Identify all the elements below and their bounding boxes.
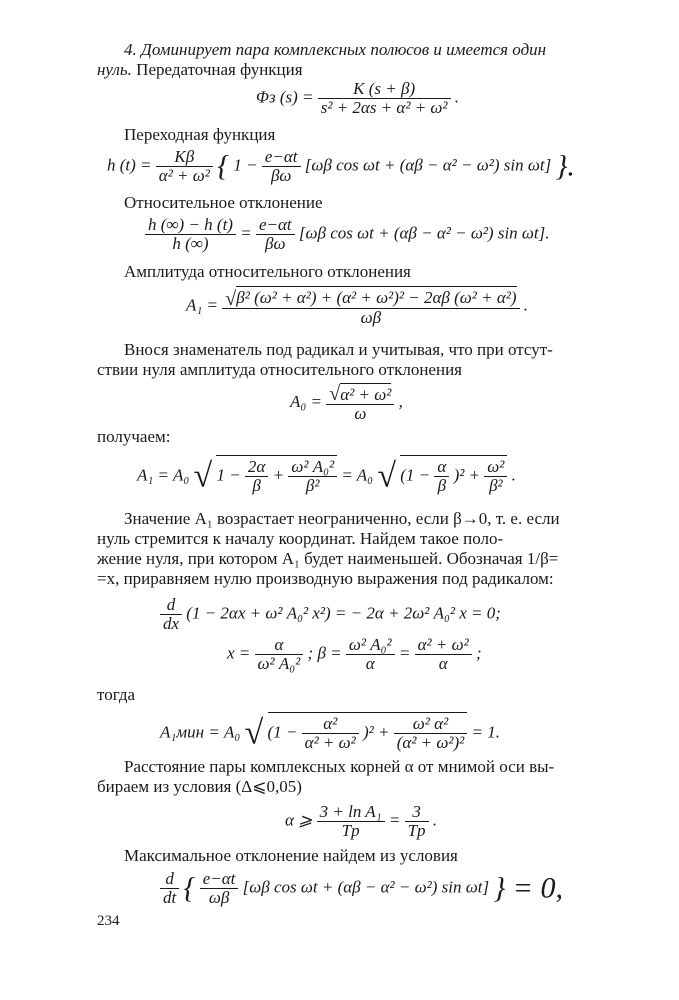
eq-x-f1 bbox=[255, 636, 304, 673]
eq-deriv-d-num: d bbox=[166, 595, 176, 614]
eq-amin-f2-den: (α² + ω²)² bbox=[394, 733, 468, 752]
eq-x-f3 bbox=[415, 636, 472, 673]
eq-a0-num: α² + ω² bbox=[340, 385, 392, 404]
eq-h-exp-num: e−αt bbox=[264, 147, 298, 166]
max-label: Максимальное отклонение найдем из условия bbox=[124, 846, 458, 865]
eq-transfer-tail: . bbox=[454, 87, 460, 107]
eq-h-brace-close: }. bbox=[555, 149, 575, 183]
eq-a1-num-row bbox=[222, 286, 519, 311]
intro-italic: нуль. bbox=[97, 60, 132, 79]
obtain-label: получаем: bbox=[97, 427, 171, 446]
eq-transfer-num: K (s + β) bbox=[353, 79, 416, 98]
eq-h-one-minus: 1 − bbox=[233, 155, 258, 175]
eq-a1b-f3-num: α bbox=[437, 457, 447, 476]
para2-line-4: =x, приравняем нулю производную выражения под радикалом: bbox=[97, 569, 554, 588]
intro-rest: Передаточная функция bbox=[131, 60, 303, 79]
eq-a1b-f4-den: β² bbox=[484, 476, 507, 495]
eq-a1b-f2-den: β² bbox=[288, 476, 337, 495]
eq-a1b-plus1: + bbox=[272, 465, 285, 485]
eq-a1b-f3-den: β bbox=[434, 476, 449, 495]
eq-a1b-tail: . bbox=[511, 465, 516, 485]
intro-line-1: 4. Доминирует пара комплексных полюсов и имеется один bbox=[124, 40, 547, 59]
eq-amin-paren-close: )² + bbox=[363, 722, 390, 742]
eq-x-f1-num: α bbox=[274, 635, 284, 654]
para1-line-1: Внося знаменатель под радикал и учитывая, что при отсут- bbox=[124, 340, 553, 359]
eq-h bbox=[107, 148, 575, 185]
eq-x-tail: ; bbox=[475, 643, 482, 663]
relative-label: Относительное отклонение bbox=[124, 193, 323, 212]
eq-alpha-f1 bbox=[317, 803, 385, 840]
eq-h-fraction bbox=[156, 148, 213, 185]
radical-icon: √ bbox=[244, 714, 264, 752]
eq-x-f3-den: α bbox=[415, 654, 472, 673]
eq-transfer-fraction bbox=[318, 80, 451, 117]
eq-alpha-f1-num: 3 + ln A₁ bbox=[319, 802, 382, 821]
eq-rel-fraction bbox=[145, 216, 236, 253]
para3-line-1: Расстояние пары комплексных корней α от мнимой оси вы- bbox=[124, 757, 555, 776]
eq-a1b-f4-num: ω² bbox=[487, 457, 505, 476]
eq-a1b-f1-num: 2α bbox=[247, 457, 266, 476]
eq-a1b bbox=[137, 455, 516, 495]
radical-icon: √ bbox=[193, 457, 213, 495]
eq-a0-den: ω bbox=[326, 404, 394, 423]
radical-icon: √ bbox=[377, 457, 396, 495]
eq-amin-f2-num: ω² α² bbox=[412, 714, 449, 733]
eq-amin-f1-num: α² bbox=[323, 714, 338, 733]
eq-transfer-lhs: Φз (s) = bbox=[256, 87, 314, 107]
eq-a1b-f2-num: ω² A₀² bbox=[291, 457, 335, 476]
eq-deriv-expr: (1 − 2αx + ω² A₀² x²) = − 2α + 2ω² A₀² x = 0; bbox=[186, 603, 501, 623]
para2-line-1: Значение A₁ возрастает неограниченно, если β→0, т. е. если bbox=[124, 509, 560, 528]
eq-x-eq: = bbox=[398, 643, 411, 663]
eq-alpha-lhs: α ⩾ bbox=[285, 810, 313, 830]
eq-a1b-eq: = A₀ bbox=[341, 465, 374, 485]
eq-h-brace-open: { bbox=[217, 149, 230, 183]
eq-a1b-f1 bbox=[245, 458, 268, 495]
eq-amin-radicand bbox=[268, 712, 468, 752]
eq-rel bbox=[145, 216, 550, 253]
then-label: тогда bbox=[97, 685, 136, 704]
eq-x-f2-num: ω² A₀² bbox=[348, 635, 392, 654]
eq-a0 bbox=[290, 383, 403, 423]
eq-h-exp-den: βω bbox=[262, 166, 301, 185]
eq-a1-fraction bbox=[222, 286, 519, 327]
radical-icon: √ bbox=[329, 383, 341, 405]
eq-a1b-paren-open: (1 − bbox=[400, 465, 431, 485]
eq-amin-f2 bbox=[394, 715, 468, 752]
eq-max-exp-num: e−αt bbox=[202, 869, 236, 888]
eq-max-bracket: [ωβ cos ωt + (αβ − α² − ω²) sin ωt] bbox=[242, 877, 490, 897]
eq-h-bracket: [ωβ cos ωt + (αβ − α² − ω²) sin ωt] bbox=[304, 155, 552, 175]
eq-alpha-f1-den: Tр bbox=[317, 821, 385, 840]
eq-a1b-f3 bbox=[434, 458, 449, 495]
eq-alpha-f2-num: 3 bbox=[412, 802, 421, 821]
eq-x-f2 bbox=[346, 636, 395, 673]
eq-deriv bbox=[160, 596, 501, 633]
eq-rel-exp-num: e−αt bbox=[258, 215, 292, 234]
eq-a1-lhs: A₁ = bbox=[186, 295, 219, 315]
eq-a1-tail: . bbox=[523, 295, 528, 315]
eq-deriv-d bbox=[160, 596, 182, 633]
eq-max-exp-den: ωβ bbox=[200, 888, 239, 907]
eq-x bbox=[227, 636, 482, 673]
eq-deriv-d-den: dx bbox=[160, 614, 182, 633]
eq-h-num: Kβ bbox=[174, 147, 195, 166]
eq-a0-fraction bbox=[326, 383, 394, 423]
eq-rel-exp-den: βω bbox=[256, 234, 295, 253]
eq-amin-paren-open: (1 − bbox=[267, 722, 298, 742]
eq-alpha bbox=[285, 803, 437, 840]
eq-alpha-f2-den: Tр bbox=[405, 821, 429, 840]
eq-a1b-lhs: A₁ = A₀ bbox=[137, 465, 190, 485]
eq-max-d-den: dt bbox=[160, 888, 179, 907]
eq-transfer-den: s² + 2αs + α² + ω² bbox=[318, 98, 451, 117]
eq-a0-lhs: A₀ = bbox=[290, 391, 323, 411]
eq-max-brace-open: { bbox=[183, 871, 196, 905]
para2-line-3: жение нуля, при котором A₁ будет наименьшей. Обозначая 1/β= bbox=[97, 549, 559, 568]
page-number: 234 bbox=[97, 913, 120, 929]
eq-a1-den: ωβ bbox=[222, 308, 519, 327]
radical-icon: √ bbox=[225, 288, 237, 311]
eq-rel-num: h (∞) − h (t) bbox=[148, 215, 233, 234]
eq-h-lhs: h (t) = bbox=[107, 155, 152, 175]
para2-line-2: нуль стремится к началу координат. Найдем такое поло- bbox=[97, 529, 504, 548]
eq-a1b-radicand-2 bbox=[400, 455, 507, 495]
eq-alpha-tail: . bbox=[432, 810, 438, 830]
eq-max-brace-close: } = 0, bbox=[493, 871, 564, 905]
eq-alpha-eq: = bbox=[388, 810, 401, 830]
eq-a0-num-row bbox=[326, 383, 394, 404]
eq-x-semi: ; β = bbox=[307, 643, 342, 663]
eq-h-exp-fraction bbox=[262, 148, 301, 185]
eq-amin bbox=[160, 712, 500, 752]
eq-a1b-f2 bbox=[288, 458, 337, 495]
eq-amin-f1 bbox=[302, 715, 359, 752]
eq-a1b-term1: 1 − bbox=[216, 465, 241, 485]
intro-line-2 bbox=[97, 60, 303, 80]
eq-a1b-f4 bbox=[484, 458, 507, 495]
eq-transfer bbox=[256, 80, 459, 117]
amplitude-label: Амплитуда относительного отклонения bbox=[124, 262, 411, 281]
eq-amin-lhs: A₁мин = A₀ bbox=[160, 722, 241, 742]
eq-amin-f1-den: α² + ω² bbox=[302, 733, 359, 752]
eq-a1b-paren-close: )² + bbox=[453, 465, 481, 485]
para3-line-2: бираем из условия (Δ⩽0,05) bbox=[97, 777, 302, 796]
eq-rel-bracket: [ωβ cos ωt + (αβ − α² − ω²) sin ωt]. bbox=[298, 223, 550, 243]
eq-rel-eq: = bbox=[240, 223, 252, 243]
transient-label: Переходная функция bbox=[124, 125, 276, 144]
eq-rel-den: h (∞) bbox=[145, 234, 236, 253]
eq-x-f2-den: α bbox=[346, 654, 395, 673]
eq-max-d-num: d bbox=[165, 869, 174, 888]
eq-max bbox=[160, 870, 563, 907]
eq-a1b-f1-den: β bbox=[245, 476, 268, 495]
eq-x-f3-num: α² + ω² bbox=[417, 635, 469, 654]
eq-alpha-f2 bbox=[405, 803, 429, 840]
eq-a1-num: β² (ω² + α²) + (α² + ω²)² − 2αβ (ω² + α²) bbox=[236, 288, 517, 307]
eq-amin-tail: = 1. bbox=[471, 722, 500, 742]
para1-line-2: ствии нуля амплитуда относительного отклонения bbox=[97, 360, 462, 379]
eq-max-d bbox=[160, 870, 179, 907]
eq-x-lhs: x = bbox=[227, 643, 251, 663]
eq-a0-tail: , bbox=[398, 391, 403, 411]
eq-a1 bbox=[186, 286, 528, 327]
eq-h-den: α² + ω² bbox=[156, 166, 213, 185]
eq-rel-exp-fraction bbox=[256, 216, 295, 253]
eq-a1b-radicand-1 bbox=[216, 455, 337, 495]
eq-x-f1-den: ω² A₀² bbox=[255, 654, 304, 673]
eq-max-exp bbox=[200, 870, 239, 907]
